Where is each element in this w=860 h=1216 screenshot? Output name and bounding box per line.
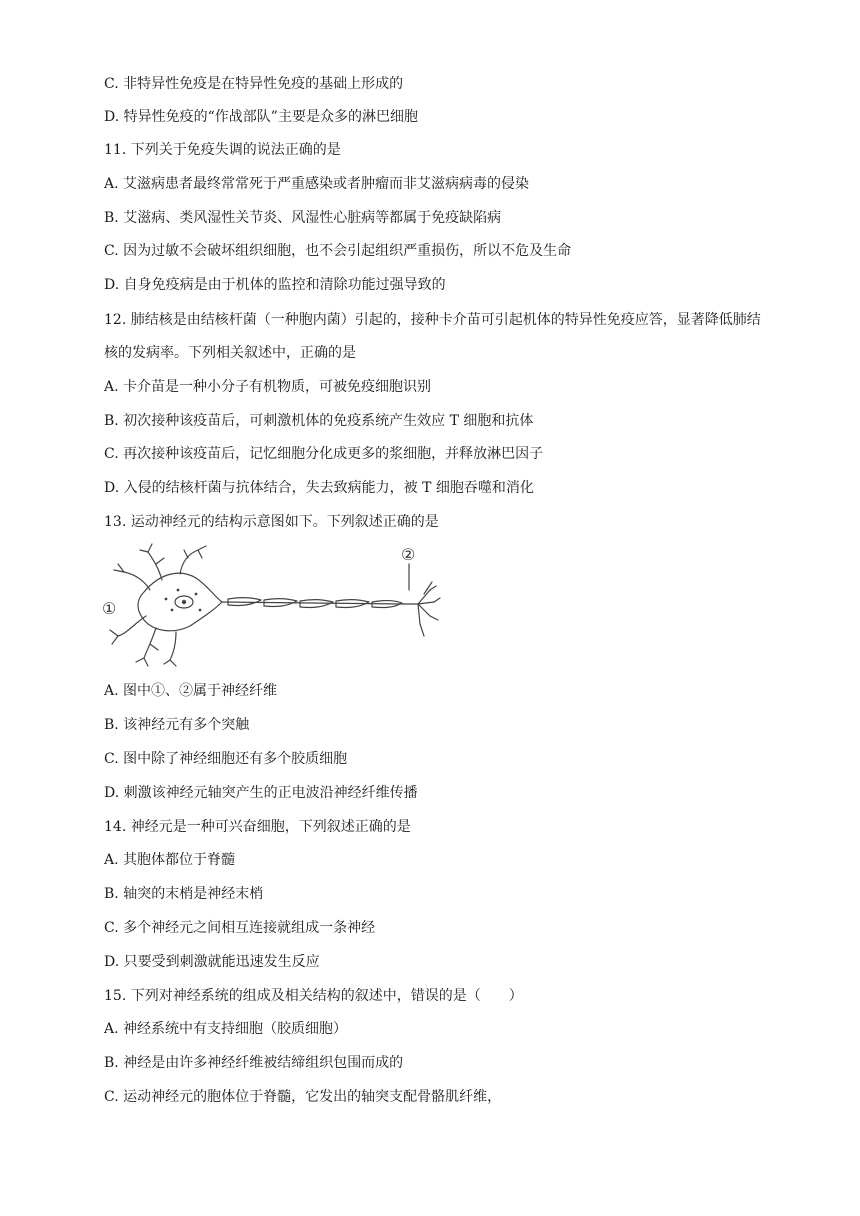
option-15c: C. 运动神经元的胞体位于脊髓，它发出的轴突支配骨骼肌纤维， xyxy=(104,1089,502,1105)
option-11b: B. 艾滋病、类风湿性关节炎、风湿性心脏病等都属于免疫缺陷病 xyxy=(104,210,502,226)
option-14a: A. 其胞体都位于脊髓 xyxy=(104,852,236,868)
option-15b: B. 神经是由许多神经纤维被结缔组织包围而成的 xyxy=(104,1055,404,1071)
option-12a: A. 卡介苗是一种小分子有机物质，可被免疫细胞识别 xyxy=(104,379,432,395)
option-13a: A. 图中①、②属于神经纤维 xyxy=(104,683,278,699)
dendrite xyxy=(180,550,198,574)
dendrite xyxy=(118,616,146,636)
question-12-stem-line1: 12. 肺结核是由结核杆菌（一种胞内菌）引起的，接种卡介苗可引起机体的特异性免疫应答，显著降低肺结 xyxy=(104,312,761,328)
option-14b: B. 轴突的末梢是神经末梢 xyxy=(104,886,264,902)
option-15a: A. 神经系统中有支持细胞（胶质细胞） xyxy=(104,1021,348,1037)
option-11a: A. 艾滋病患者最终常常死于严重感染或者肿瘤而非艾滋病病毒的侵染 xyxy=(104,176,530,192)
option-11c: C. 因为过敏不会破坏组织细胞，也不会引起组织严重损伤，所以不危及生命 xyxy=(104,243,572,259)
dendrite xyxy=(148,552,162,580)
dendrite xyxy=(144,628,156,658)
option-12d: D. 入侵的结核杆菌与抗体结合，失去致病能力，被 T 细胞吞噬和消化 xyxy=(104,480,534,496)
option-10c: C. 非特异性免疫是在特异性免疫的基础上形成的 xyxy=(104,76,404,92)
option-14c: C. 多个神经元之间相互连接就组成一条神经 xyxy=(104,920,376,936)
question-12-stem-line2: 核的发病率。下列相关叙述中，正确的是 xyxy=(104,345,356,361)
figure-label-2: ② xyxy=(401,545,416,564)
dendrite xyxy=(124,572,150,590)
motor-neuron-diagram xyxy=(104,544,444,668)
option-14d: D. 只要受到刺激就能迅速发生反应 xyxy=(104,954,320,970)
option-13b: B. 该神经元有多个突触 xyxy=(104,717,250,733)
option-12c: C. 再次接种该疫苗后，记忆细胞分化成更多的浆细胞，并释放淋巴因子 xyxy=(104,446,544,462)
option-10d: D. 特异性免疫的“作战部队”主要是众多的淋巴细胞 xyxy=(104,109,418,125)
dendrite xyxy=(170,632,176,660)
option-12b: B. 初次接种该疫苗后，可刺激机体的免疫系统产生效应 T 细胞和抗体 xyxy=(104,413,534,429)
option-13d: D. 刺激该神经元轴突产生的正电波沿神经纤维传播 xyxy=(104,785,418,801)
figure-label-1: ① xyxy=(102,599,117,618)
question-14-stem: 14. 神经元是一种可兴奋细胞，下列叙述正确的是 xyxy=(104,819,411,835)
cell-body xyxy=(138,573,222,631)
option-13c: C. 图中除了神经细胞还有多个胶质细胞 xyxy=(104,751,348,767)
question-13-stem: 13. 运动神经元的结构示意图如下。下列叙述正确的是 xyxy=(104,514,439,530)
question-11-stem: 11. 下列关于免疫失调的说法正确的是 xyxy=(104,142,341,158)
option-11d: D. 自身免疫病是由于机体的监控和清除功能过强导致的 xyxy=(104,277,446,293)
question-15-stem: 15. 下列对神经系统的组成及相关结构的叙述中，错误的是（ ） xyxy=(104,988,523,1004)
